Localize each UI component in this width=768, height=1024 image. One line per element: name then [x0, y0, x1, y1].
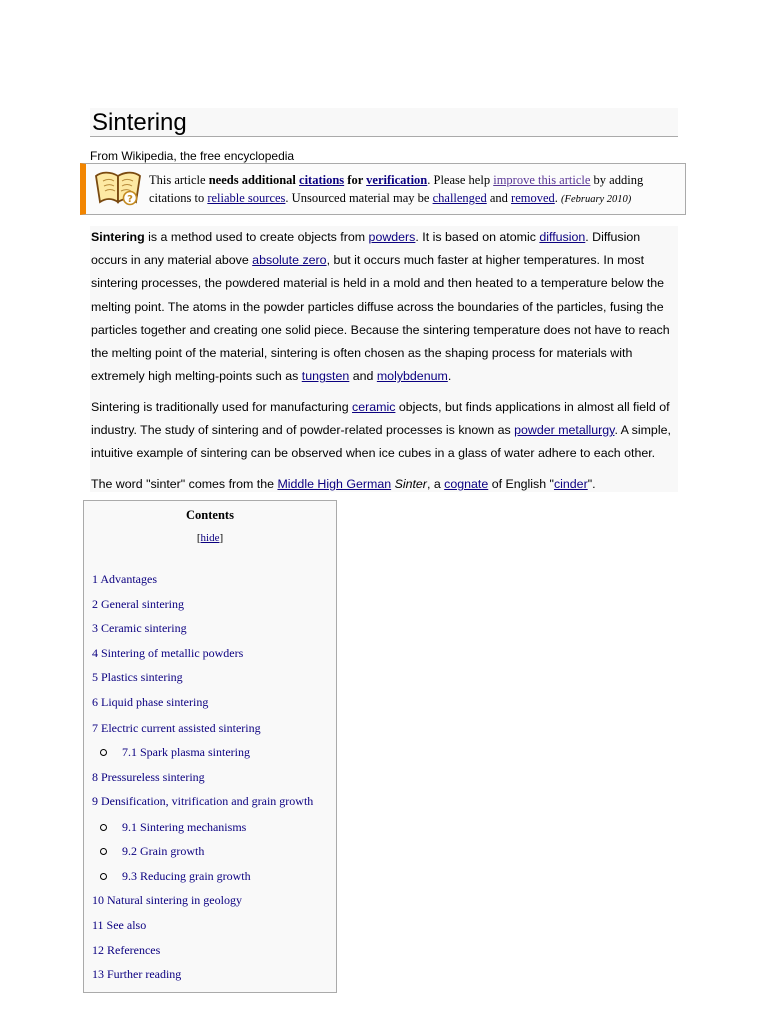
link-cognate[interactable]: cognate: [444, 477, 489, 491]
page-subtitle: From Wikipedia, the free encyclopedia: [90, 149, 295, 163]
toc-item[interactable]: 4 Sintering of metallic powders: [92, 646, 244, 660]
toc-item[interactable]: 11 See also: [92, 918, 147, 932]
toc-subitem[interactable]: 7.1 Spark plasma sintering: [122, 745, 250, 759]
link-molybdenum[interactable]: molybdenum: [376, 369, 448, 384]
link-ceramic[interactable]: ceramic: [352, 400, 396, 414]
toc-bullet-icon: [100, 873, 107, 880]
svg-text:?: ?: [127, 194, 133, 205]
toc-bullet-icon: [100, 824, 107, 831]
toc-item[interactable]: 10 Natural sintering in geology: [92, 893, 242, 907]
toc-bullet-icon: [100, 848, 107, 855]
paragraph-uses: Sintering is traditionally used for manufacturing ceramic objects, but finds applications in almost all field of industry. The study of sintering and of powder-related processes is known as powder metallurgy. A simple, intuitive example of sintering can be observed when ice cubes in a glass of water adhere to each other.: [91, 400, 671, 461]
toc-hide-link[interactable]: hide: [200, 532, 220, 544]
link-powder-metallurgy[interactable]: powder metallurgy: [514, 423, 615, 438]
toc-item[interactable]: 13 Further reading: [92, 967, 182, 981]
citation-notice-text: This article needs additional citations for verification. Please help improve this article by adding citations to reliable sources. Unsourced material may be challenged and removed. (February 2010): [149, 173, 644, 205]
toc-item[interactable]: 3 Ceramic sintering: [92, 621, 187, 635]
toc-title: Contents: [186, 508, 234, 522]
toc-item[interactable]: 7 Electric current assisted sintering: [92, 721, 261, 735]
toc-item[interactable]: 1 Advantages: [92, 572, 157, 586]
link-middle-high-german[interactable]: Middle High German: [277, 477, 392, 491]
open-book-icon: [92, 168, 144, 208]
citation-notice-box: [80, 163, 686, 215]
link-verification[interactable]: verification: [366, 173, 428, 187]
paragraph-intro: Sintering is a method used to create objects from powders. It is based on atomic diffusion. Diffusion occurs in any material above absolute zero, but it occurs much faster at higher temperatures. In most sintering processes, the powdered material is held in a mold and then heated to a temperature below the melting point. The atoms in the powder particles diffuse across the boundaries of the particles, fusing the particles together and creating one solid piece. Because the sintering temperature does not have to reach the melting point of the material, sintering is often chosen as the shaping process for materials with extremely high melting-points such as tungsten and molybdenum.: [91, 230, 670, 384]
link-improve-article[interactable]: improve this article: [493, 173, 591, 187]
page-title: Sintering: [90, 108, 678, 137]
toc-item[interactable]: 8 Pressureless sintering: [92, 770, 205, 784]
toc-subitem[interactable]: 9.2 Grain growth: [122, 844, 205, 858]
link-powders[interactable]: powders: [368, 230, 416, 244]
toc-item[interactable]: 9 Densification, vitrification and grain growth: [92, 794, 314, 808]
article-body: [90, 226, 678, 492]
toc-item[interactable]: 6 Liquid phase sintering: [92, 695, 209, 709]
link-tungsten[interactable]: tungsten: [301, 369, 350, 384]
link-removed[interactable]: removed: [511, 191, 555, 205]
toc-subitem[interactable]: 9.3 Reducing grain growth: [122, 869, 251, 883]
toc-item[interactable]: 12 References: [92, 943, 161, 957]
link-citations[interactable]: citations: [299, 173, 345, 187]
link-absolute-zero[interactable]: absolute zero: [252, 253, 327, 268]
table-of-contents: [83, 500, 337, 993]
toc-item[interactable]: 5 Plastics sintering: [92, 670, 183, 684]
link-challenged[interactable]: challenged: [432, 191, 487, 205]
toc-subitem[interactable]: 9.1 Sintering mechanisms: [122, 820, 247, 834]
link-cinder[interactable]: cinder: [553, 477, 588, 491]
toc-hide-control: [hide]: [196, 532, 224, 544]
link-reliable-sources[interactable]: reliable sources: [207, 191, 286, 205]
paragraph-etymology: The word "sinter" comes from the Middle High German Sinter, a cognate of English "cinder".: [91, 477, 596, 491]
toc-item[interactable]: 2 General sintering: [92, 597, 184, 611]
notice-date: (February 2010): [561, 194, 632, 205]
toc-bullet-icon: [100, 749, 107, 756]
link-diffusion[interactable]: diffusion: [539, 230, 586, 244]
